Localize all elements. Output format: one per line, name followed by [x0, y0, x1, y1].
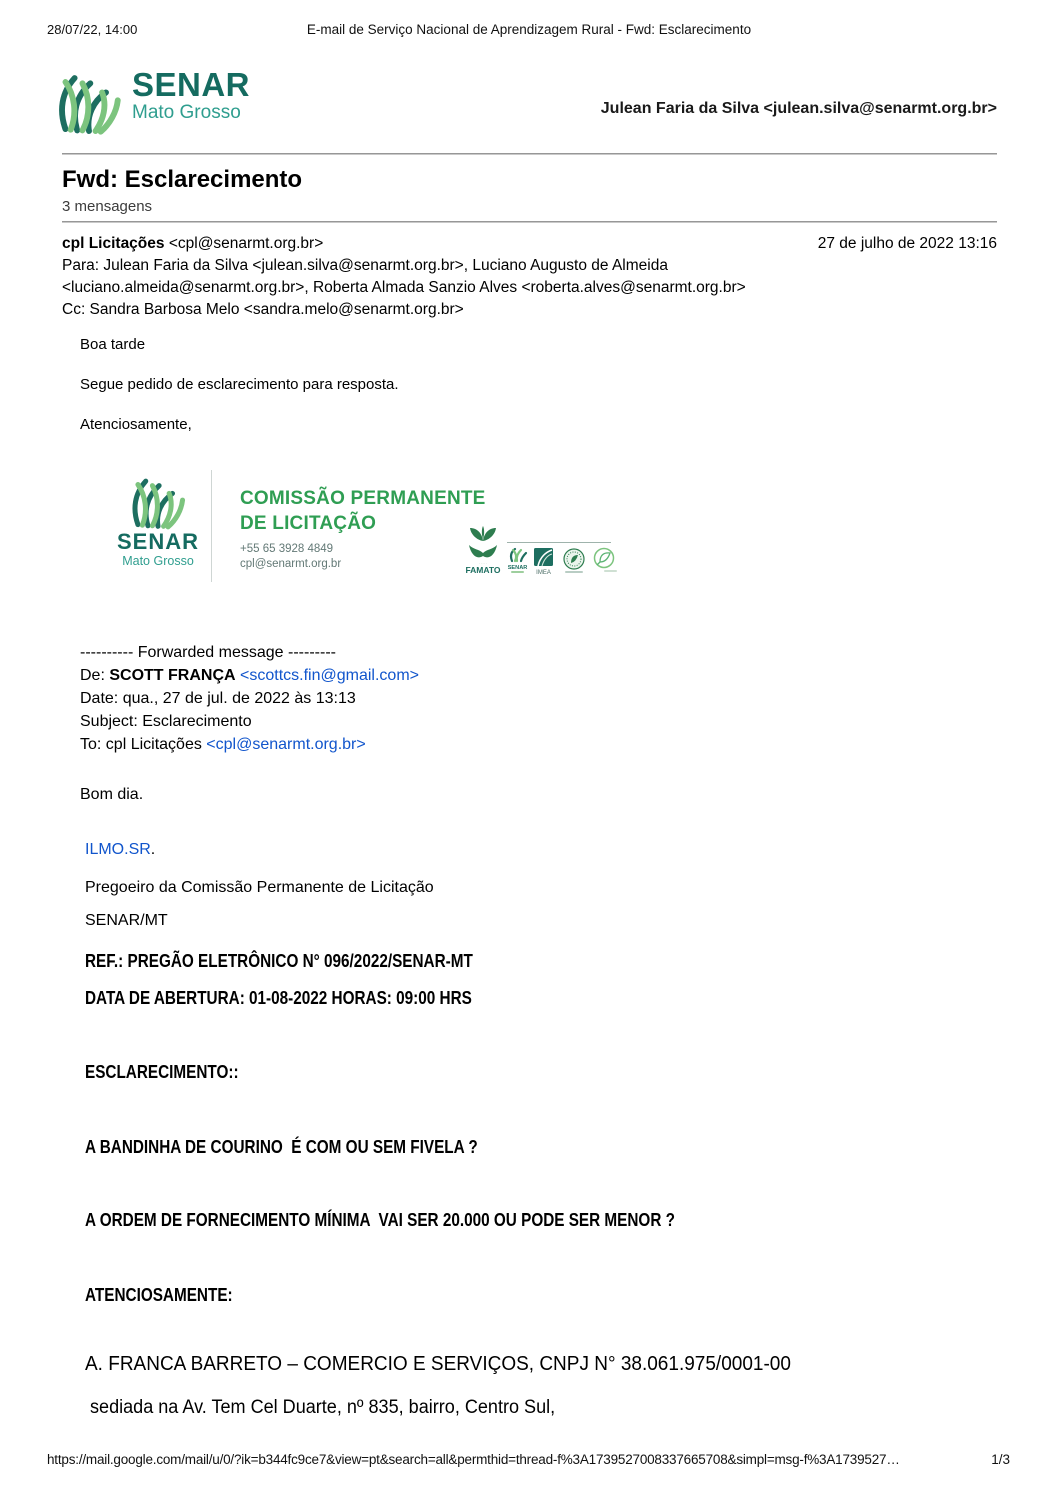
address-line: sediada na Av. Tem Cel Duarte, nº 835, bairro, Centro Sul, [85, 1397, 556, 1418]
signature-divider [211, 470, 212, 582]
recipients-line-1: Para: Julean Faria da Silva <julean.silva@senarmt.org.br>, Luciano Augusto de Almeida [62, 257, 668, 274]
company-line: A. FRANCA BARRETO – COMERCIO E SERVIÇOS, CNPJ N° 38.061.975/0001-00 [85, 1353, 791, 1375]
question-2: A ORDEM DE FORNECIMENTO MÍNIMA VAI SER 20.000 OU PODE SER MENOR ? [85, 1210, 675, 1230]
forwarded-to-email-link[interactable]: <cpl@senarmt.org.br> [206, 736, 366, 753]
agro-leaf-logo [591, 547, 618, 580]
signature-senar-logo [105, 468, 211, 568]
clarification-heading: ESCLARECIMENTO:: [85, 1062, 239, 1082]
print-document-title: E-mail de Serviço Nacional de Aprendizagem Rural - Fwd: Esclarecimento [306, 22, 752, 37]
signature-org-line-1: COMISSÃO PERMANENTE [240, 488, 486, 509]
print-footer-url: https://mail.google.com/mail/u/0/?ik=b344fc9ce7&view=pt&search=all&permthid=thread-f%3A1739527008337665708&simpl=msg-f%3A1739527… [47, 1452, 900, 1467]
fwd-salutation: ILMO.SR. [85, 841, 156, 858]
opening-date-line: DATA DE ABERTURA: 01-08-2022 HORAS: 09:00 HRS [85, 988, 472, 1008]
forwarded-from-line: De: SCOTT FRANÇA <scottcs.fin@gmail.com> [80, 667, 419, 684]
forwarded-from-email-link[interactable]: <scottcs.fin@gmail.com> [240, 667, 419, 684]
fwd-greeting: Bom dia. [80, 786, 144, 803]
fwd-addressee-org: SENAR/MT [85, 912, 168, 929]
ref-line: REF.: PREGÃO ELETRÔNICO N° 096/2022/SENAR-MT [85, 951, 473, 971]
recipients-line-2: <luciano.almeida@senarmt.org.br>, Roberta Almada Sanzio Alves <roberta.alves@senarmt.org.br> [62, 279, 746, 296]
signature-org-line-2: DE LICITAÇÃO [240, 513, 377, 534]
brand-name: SENAR [132, 66, 251, 103]
imea-logo [531, 547, 557, 580]
body-closing: Atenciosamente, [80, 416, 192, 433]
brand-region: Mato Grosso [132, 102, 241, 123]
message-date: 27 de julho de 2022 13:16 [817, 235, 997, 252]
print-datetime: 28/07/22, 14:00 [47, 22, 138, 37]
svg-text:. . . . .: . . . . . [479, 561, 487, 565]
ilmo-link[interactable]: ILMO.SR [85, 841, 151, 858]
sender-email: <cpl@senarmt.org.br> [168, 235, 324, 252]
account-owner: Julean Faria da Silva <julean.silva@senarmt.org.br> [600, 100, 997, 117]
thread-subject: Fwd: Esclarecimento [62, 166, 303, 193]
partner-divider-line [507, 542, 611, 543]
svg-text:FAMATO: FAMATO [465, 565, 501, 575]
signature-block [105, 466, 625, 586]
senar-wheat-icon [105, 468, 211, 530]
signature-email: cpl@senarmt.org.br [240, 558, 342, 570]
signature-org [240, 486, 486, 536]
regards-line: ATENCIOSAMENTE: [85, 1285, 233, 1305]
forwarded-separator: ---------- Forwarded message --------- [80, 644, 336, 661]
cc-line: Cc: Sandra Barbosa Melo <sandra.melo@senarmt.org.br> [62, 301, 464, 318]
message-header [62, 233, 862, 321]
thread-message-count: 3 mensagens [62, 198, 153, 215]
sindicato-stamp-logo [560, 547, 588, 580]
sender-name: cpl Licitações [62, 235, 165, 252]
signature-brand-name: SENAR [116, 529, 199, 554]
forwarded-header [80, 641, 419, 756]
fwd-addressee-role: Pregoeiro da Comissão Permanente de Licitação [85, 879, 434, 896]
divider [62, 221, 997, 223]
senar-wheat-icon [55, 62, 123, 136]
print-page-number: 1/3 [991, 1452, 1010, 1467]
forwarded-to-line: To: cpl Licitações <cpl@senarmt.org.br> [80, 736, 366, 753]
sender-line [62, 233, 862, 255]
partner-logos [463, 523, 623, 583]
forwarded-subject-line: Subject: Esclarecimento [80, 713, 252, 730]
senar-logo [55, 62, 250, 136]
signature-phone: +55 65 3928 4849 [240, 543, 334, 555]
svg-text:IMEA: IMEA [536, 570, 551, 575]
question-1: A BANDINHA DE COURINO É COM OU SEM FIVELA ? [85, 1137, 478, 1157]
signature-contact [240, 542, 341, 572]
svg-text:SENAR: SENAR [507, 565, 528, 571]
signature-brand-region: Mato Grosso [122, 554, 194, 568]
body-greeting: Boa tarde [80, 336, 146, 353]
forwarded-date-line: Date: qua., 27 de jul. de 2022 às 13:13 [80, 690, 356, 707]
body-text: Segue pedido de esclarecimento para resposta. [80, 376, 399, 393]
famato-logo [463, 525, 503, 580]
forwarded-from-name: SCOTT FRANÇA [109, 667, 236, 684]
divider [62, 153, 997, 155]
senar-small-logo [507, 547, 528, 580]
